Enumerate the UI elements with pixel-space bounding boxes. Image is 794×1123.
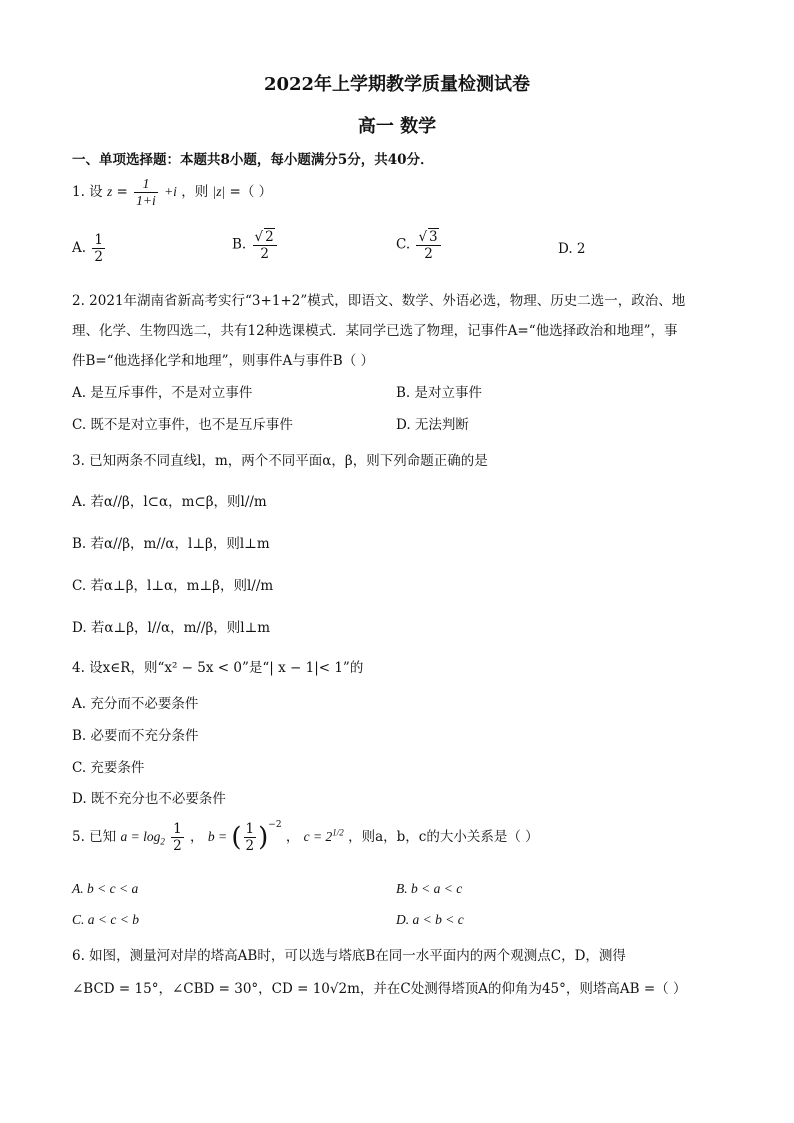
q5-b-num: 1 <box>245 820 255 837</box>
q5-option-b: B. b < a < c <box>396 881 463 896</box>
q2-option-c: C. 既不是对立事件，也不是互斥事件 <box>72 417 293 433</box>
q1-option-a <box>72 232 107 265</box>
q5-a-num: 1 <box>173 820 182 837</box>
q2-option-a: A. 是互斥事件，不是对立事件 <box>72 385 253 401</box>
q1-option-c <box>396 228 443 262</box>
q1-fraction <box>134 176 158 209</box>
q5-left-paren: ( <box>231 822 242 853</box>
q2-option-d: D. 无法判断 <box>396 417 469 433</box>
q2-option-b: B. 是对立事件 <box>396 385 483 401</box>
question-4-stem: 4. 设x∈R，则“x² − 5x < 0”是“| x − 1|< 1”的 <box>72 660 364 676</box>
q5-c-base: c = 2 <box>303 829 333 844</box>
q5-b-definition: b = <box>207 829 228 844</box>
question-2-line-2: 理、化学、生物四选二，共有12种选课模式．某同学已选了物理，记事件A=“他选择政治和地理”，事 <box>72 323 678 339</box>
q1-then: ，则 <box>181 184 209 201</box>
q1-option-b <box>232 228 279 262</box>
q1-option-d: D. 2 <box>558 241 586 257</box>
q4-option-c: C. 充要条件 <box>72 760 145 776</box>
q1-option-c-label: C. <box>396 236 411 253</box>
q1-frac-num: 1 <box>134 176 158 193</box>
exam-title: 2022年上学期教学质量检测试卷 <box>263 74 531 95</box>
q1-option-b-label: B. <box>232 236 247 253</box>
question-6-line-1: 6. 如图，测量河对岸的塔高AB时，可以选与塔底B在同一水平面内的两个观测点C，D，测得 <box>72 948 626 964</box>
q1-plus-i: +i <box>164 184 177 200</box>
q1-abs-z: |z| <box>212 184 226 200</box>
exam-subject: 高一 数学 <box>357 116 437 137</box>
q1-z: z <box>106 184 113 200</box>
q1-option-c-num: √ 3 <box>416 228 440 246</box>
q1-prefix: 1. 设 <box>72 184 103 201</box>
q1-option-b-radicand: 2 <box>265 229 274 245</box>
q1-option-b-den: 2 <box>260 246 269 263</box>
q5-comma-1: ， <box>190 829 204 845</box>
question-1-stem <box>72 176 272 209</box>
q1-tail: =（ ） <box>229 184 273 201</box>
q3-option-d: D. 若α⊥β，l//α，m//β，则l⊥m <box>72 620 271 636</box>
q1-option-a-num: 1 <box>94 232 103 248</box>
q5-option-c: C. a < c < b <box>72 912 139 927</box>
q3-option-a: A. 若α//β，l⊂α，m⊂β，则l//m <box>72 494 267 510</box>
q1-option-c-den: 2 <box>424 246 433 263</box>
q5-b-den: 2 <box>245 838 255 854</box>
q5-right-paren: ) <box>258 822 269 853</box>
q5-b-fraction <box>244 821 257 854</box>
q5-comma-2: ， <box>285 829 300 845</box>
q4-option-a: A. 充分而不必要条件 <box>72 696 199 712</box>
q4-option-b: B. 必要而不充分条件 <box>72 728 199 744</box>
q1-frac-den: 1+i <box>136 193 156 209</box>
q5-a-base: 2 <box>160 836 165 847</box>
q1-option-c-radicand: 3 <box>429 229 438 245</box>
q5-a-fraction <box>171 821 184 854</box>
q5-a-log: a = log <box>120 829 161 844</box>
q5-b-exponent: −2 <box>268 820 282 830</box>
q5-option-a: A. b < c < a <box>72 881 139 896</box>
q1-option-a-label: A. <box>72 240 87 257</box>
q5-c-exponent: 1/2 <box>332 827 344 838</box>
question-3-stem: 3. 已知两条不同直线l，m，两个不同平面α，β，则下列命题正确的是 <box>72 453 488 469</box>
question-2-line-1: 2. 2021年湖南省新高考实行“3+1+2”模式，即语文、数学、外语必选，物理、历史二选一，政治、地 <box>72 293 686 309</box>
q5-option-d: D. a < b < c <box>396 912 464 927</box>
q1-option-b-fraction <box>253 228 277 262</box>
q5-prefix: 5. 已知 <box>72 829 117 845</box>
q1-option-b-num: √ 2 <box>253 228 277 246</box>
q4-option-d: D. 既不充分也不必要条件 <box>72 791 226 807</box>
section-heading: 一、单项选择题：本题共8小题，每小题满分5分，共40分． <box>72 152 434 168</box>
q5-c-definition <box>304 829 344 844</box>
q5-tail: ，则a，b，c的大小关系是（ ） <box>348 829 539 845</box>
question-5-stem <box>72 820 539 854</box>
q5-a-definition <box>120 829 165 847</box>
question-2-line-3: 件B=“他选择化学和地理”，则事件A与事件B（ ） <box>72 353 374 369</box>
q5-a-den: 2 <box>173 838 182 854</box>
q1-option-a-den: 2 <box>94 249 103 266</box>
q1-eq: = <box>116 184 128 201</box>
q1-option-c-fraction <box>416 228 440 262</box>
q3-option-b: B. 若α//β，m//α，l⊥β，则l⊥m <box>72 536 270 552</box>
q1-option-a-fraction <box>92 232 105 265</box>
question-6-line-2: ∠BCD = 15°，∠CBD = 30°，CD = 10√2m，并在C处测得塔顶A的仰角为45°，则塔高AB =（ ） <box>72 981 687 997</box>
q3-option-c: C. 若α⊥β，l⊥α，m⊥β，则l//m <box>72 578 274 594</box>
